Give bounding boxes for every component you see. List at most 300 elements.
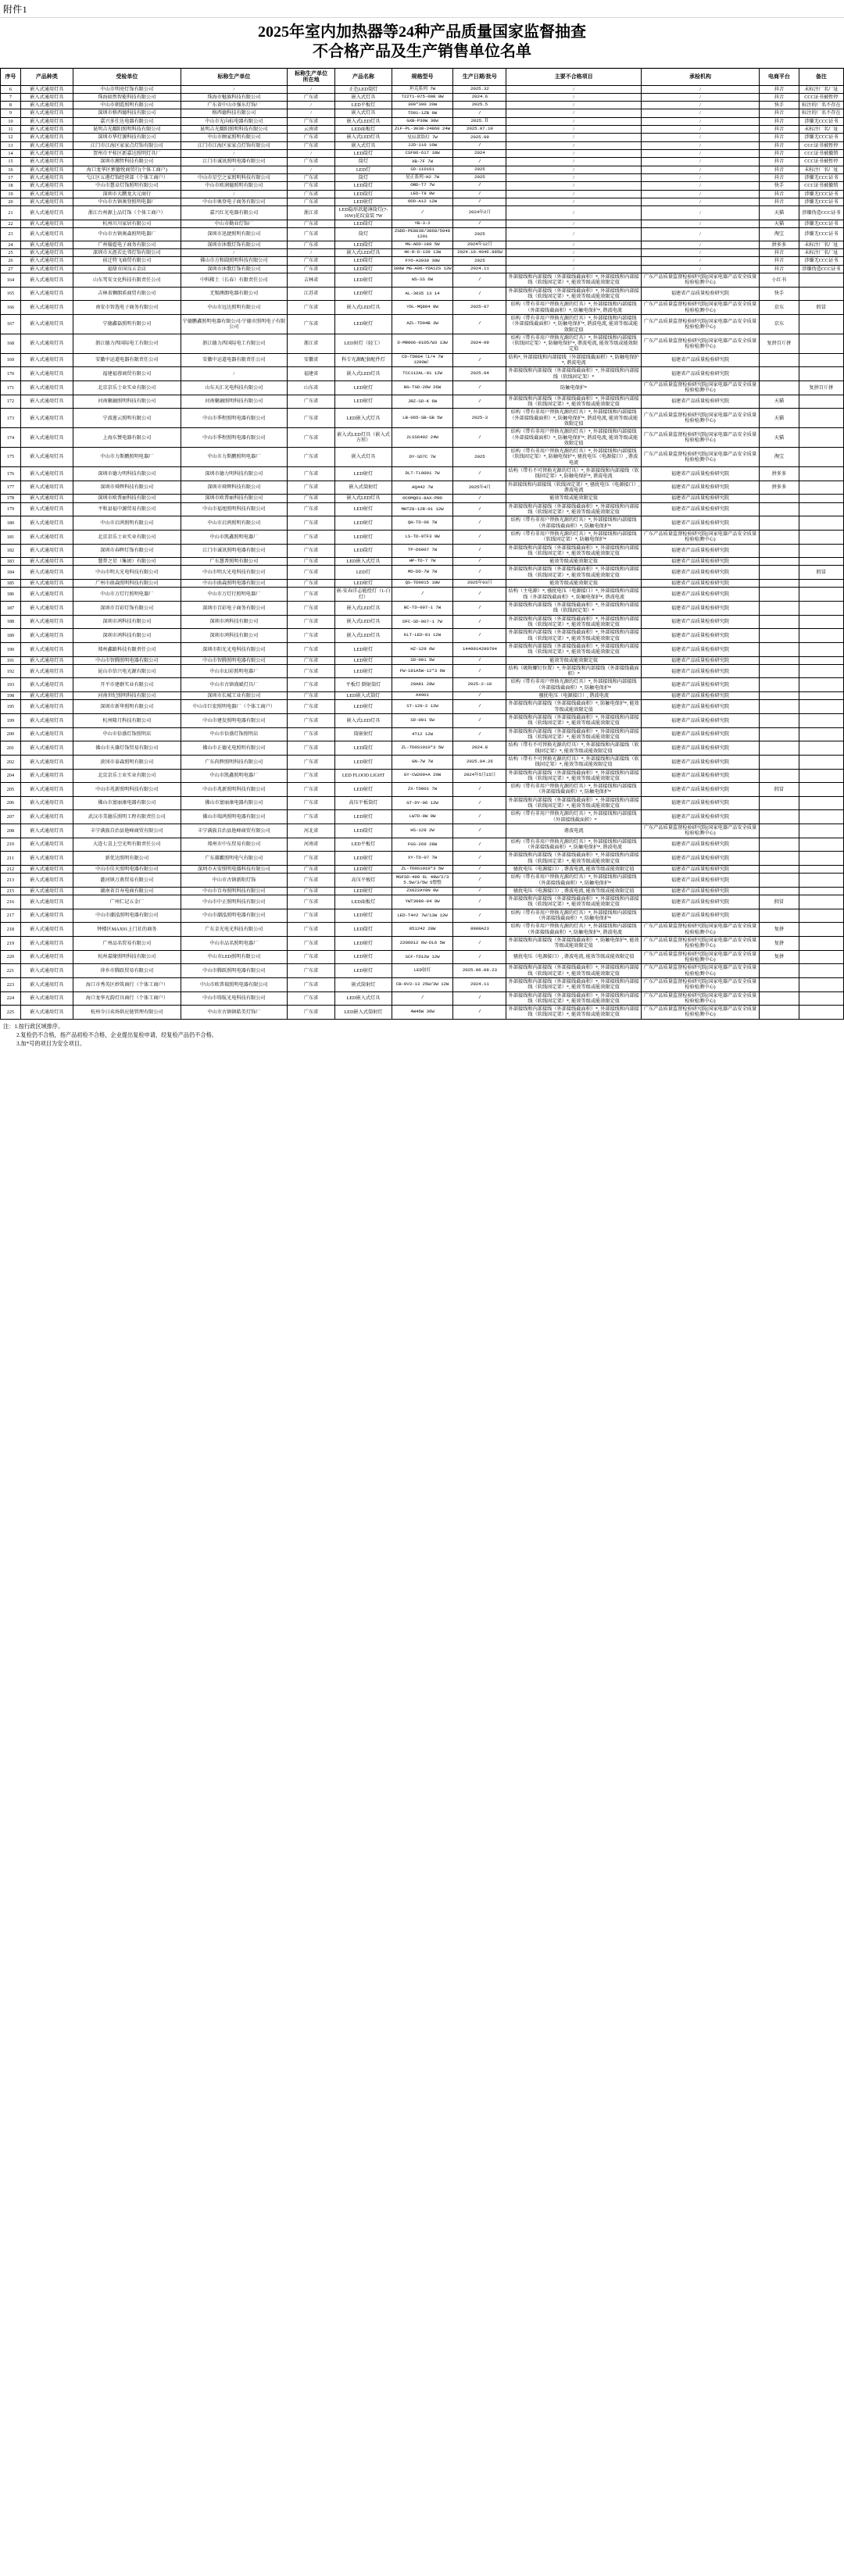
cell-remark: 涉嫌无CCC证书 <box>799 228 843 241</box>
cell-model: YB-3-2 <box>392 220 453 227</box>
cell-region: 广东省 <box>287 769 335 783</box>
cell-remark: CCC证书被撤销 <box>799 182 843 190</box>
cell-inspected: 广州仁记五金厂 <box>73 895 181 909</box>
cell-maker: 丰宁满族自治县艳峰商贸有限公司 <box>181 824 287 838</box>
cell-failitems: 结构（带有非用户替换光源的灯具）*, 外部接线和内部接线（外部接线截面积）*, 防触电保护* <box>506 678 642 692</box>
cell-model: ODD-A12 12W <box>392 198 453 205</box>
cell-kind: 嵌入式通用灯具 <box>20 937 73 951</box>
cell-date: / <box>453 727 506 741</box>
cell-inspected: 中山市古镇奥森照明电器厂 <box>73 228 181 241</box>
cell-inspected: 中山市古镇奥登照明电器厂 <box>73 198 181 205</box>
cell-region: 广东省 <box>287 93 335 101</box>
cell-lab: 福建省产品质量检验研究院 <box>641 629 759 643</box>
table-row <box>1 887 844 895</box>
cell-maker: 深圳市长城工业有限公司 <box>181 692 287 700</box>
cell-kind: 嵌入式通用灯具 <box>20 134 73 141</box>
cell-region: 广东省 <box>287 887 335 895</box>
cell-platform: 抖音 <box>760 85 799 93</box>
table-row <box>1 516 844 531</box>
cell-product: LED射灯 <box>335 783 392 797</box>
cell-failitems: 外部接线和内部接线（外部接线截面积）*, 防触电保护*, 能效等级或能效限定值 <box>506 937 642 951</box>
cell-maker: 中山市百寿照明科技有限公司 <box>181 887 287 895</box>
cell-platform <box>760 874 799 888</box>
cell-maker: 中山市欧润德照明有限公司 <box>181 182 287 190</box>
cell-seq: 207 <box>1 810 21 824</box>
cell-maker: 中山市腾跃照明电器有限公司 <box>181 964 287 978</box>
cell-seq: 179 <box>1 502 21 516</box>
cell-region: 广东省 <box>287 755 335 769</box>
cell-remark: 未标注厂名厂址 <box>799 166 843 173</box>
cell-region: 广东省 <box>287 874 335 888</box>
cell-model: LW7D-9W 9W <box>392 810 453 824</box>
cell-platform: 复拼百斤拼 <box>760 334 799 353</box>
cell-maker: 广东尚辉照明科技有限公司 <box>181 755 287 769</box>
cell-platform <box>760 796 799 810</box>
cell-product: 嵌入式灯具 <box>335 93 392 101</box>
cell-lab: 广东产品质量监督检验研究院(国家电器产品安全质量检验检测中心) <box>641 301 759 315</box>
col-header-kind: 产品种类 <box>20 69 73 86</box>
table-row <box>1 580 844 588</box>
cell-date: / <box>453 887 506 895</box>
cell-product: LED平板灯 <box>335 102 392 109</box>
cell-date: / <box>453 182 506 190</box>
cell-model: 2LSS6402 24W <box>392 428 453 448</box>
cell-platform <box>760 909 799 923</box>
table-row <box>1 838 844 852</box>
cell-kind: 嵌入式通用灯具 <box>20 530 73 544</box>
cell-region: 广东省 <box>287 173 335 181</box>
cell-model: / <box>392 588 453 602</box>
cell-region: 广东省 <box>287 727 335 741</box>
cell-lab: / <box>641 173 759 181</box>
cell-kind: 嵌入式通用灯具 <box>20 334 73 353</box>
cell-remark <box>799 977 843 991</box>
cell-model: CD-TD004（1/4 7W 1200W） <box>392 353 453 367</box>
cell-model: FYO-A3030 30W <box>392 257 453 265</box>
cell-platform: 假冒 <box>760 783 799 797</box>
cell-kind: 嵌入式通用灯具 <box>20 117 73 125</box>
cell-kind: 嵌入式通用灯具 <box>20 150 73 158</box>
cell-region: 广东省 <box>287 580 335 588</box>
cell-remark <box>799 481 843 495</box>
cell-remark: 涉嫌无CCC证书 <box>799 134 843 141</box>
cell-seq: 11 <box>1 126 21 134</box>
cell-maker: 中山市巨宏照明电器厂（个体工商户） <box>181 700 287 714</box>
cell-inspected: 北京京乐士业实业有限公司 <box>73 381 181 395</box>
table-row <box>1 182 844 190</box>
cell-date: 2025.06.08.23 <box>453 964 506 978</box>
cell-region: 广东省 <box>287 117 335 125</box>
cell-lab: 福建省产品质量检验研究院 <box>641 741 759 756</box>
cell-failitems: 结构（带有非用户替换光源的灯具）*, 外部接线和内部接线（外部接线截面积）*, 防触电保护* <box>506 783 642 797</box>
cell-region: 广东省 <box>287 1006 335 1020</box>
cell-remark: 标注的厂名不存在 <box>799 102 843 109</box>
cell-model: AL-3035 13 14 <box>392 287 453 301</box>
cell-failitems: 外部接线和内部接线（外部接线截面积）*, 外部接线和内部接线（软线固定架）*, 能效等级或能效限定值 <box>506 395 642 409</box>
cell-remark: 复拼百斤拼 <box>799 381 843 395</box>
cell-seq: 218 <box>1 923 21 937</box>
cell-maker: 中山市建发照明电器有限公司 <box>181 714 287 728</box>
cell-lab: 福建省产品质量检验研究院 <box>641 692 759 700</box>
cell-lab: / <box>641 228 759 241</box>
footnote-line: 2.复检仍不合格，指产品初检不合格，企业提出复检申请，经复检产品仍不合格。 <box>16 1031 217 1038</box>
cell-remark: 涉嫌无CCC证书 <box>799 117 843 125</box>
cell-inspected: 中山市智腾照明电器有限公司 <box>73 656 181 664</box>
table-row <box>1 741 844 756</box>
cell-product: 高压平板灯 <box>335 874 392 888</box>
cell-product: LED筒灯 <box>335 824 392 838</box>
cell-failitems: 结构（带有非用户替换光源的灯具）*, 外部接线和内部接线（外部接线截面积）*, 防触电保护*, 谐波电流 <box>506 301 642 315</box>
cell-model: TP-D6007 7W <box>392 544 453 558</box>
table-row <box>1 257 844 265</box>
cell-seq: 26 <box>1 257 21 265</box>
cell-inspected: 杭州嘉缘照明科技有限公司 <box>73 950 181 964</box>
cell-remark <box>799 838 843 852</box>
cell-product: LED筒灯 <box>335 241 392 248</box>
cell-region: 广东省 <box>287 664 335 678</box>
cell-seq: 191 <box>1 656 21 664</box>
cell-failitems: / <box>506 182 642 190</box>
cell-platform: 抖音 <box>760 257 799 265</box>
cell-product: 筒嵌射灯 <box>335 727 392 741</box>
cell-region: 河南省 <box>287 838 335 852</box>
cell-platform: 抖音 <box>760 249 799 257</box>
cell-product: 平板灯 倒射筒灯 <box>335 678 392 692</box>
cell-platform: 京东 <box>760 314 799 334</box>
cell-kind: 嵌入式通用灯具 <box>20 755 73 769</box>
cell-region: 广东省 <box>287 865 335 873</box>
cell-kind: 嵌入式通用灯具 <box>20 126 73 134</box>
cell-lab: 广东产品质量监督检验研究院(国家电器产品安全质量检验检测中心) <box>641 1006 759 1020</box>
cell-model: / <box>392 206 453 220</box>
cell-inspected: 湖南省百寿电商有限公司 <box>73 887 181 895</box>
cell-failitems: 结构（带有非用户替换光源的灯具）*, 外部接线和内部接线（外部接线截面积）*, 防触电保护*, 谐波电流, 能效等级或能效限定值 <box>506 409 642 428</box>
cell-lab: / <box>641 198 759 205</box>
cell-remark <box>799 516 843 531</box>
cell-remark <box>799 558 843 566</box>
cell-failitems: 外部接线和内部接线（外部接线截面积）*, 外部接线和内部接线（软线固定架）*, 能效等级或能效限定值 <box>506 544 642 558</box>
cell-remark <box>799 530 843 544</box>
cell-seq: 175 <box>1 448 21 467</box>
cell-kind: 嵌入式通用灯具 <box>20 220 73 227</box>
cell-failitems: 结构（带有非用户替换光源的灯具）*, 外部接线和内部接线（外部接线截面积）*, 防触电保护*, 谐波电流, 能效等级或能效限定值 <box>506 314 642 334</box>
cell-inspected: 钟楼区MAX91上门社的商务 <box>73 923 181 937</box>
cell-product: 正色LED筒灯 <box>335 85 392 93</box>
cell-failitems: 能效等级或能效限定值 <box>506 495 642 502</box>
cell-platform <box>760 755 799 769</box>
cell-platform <box>760 656 799 664</box>
cell-inspected: 慧普之星（集团）有限公司 <box>73 558 181 566</box>
cell-failitems: / <box>506 117 642 125</box>
cell-date: / <box>453 158 506 166</box>
table-row <box>1 448 844 467</box>
cell-product: LED射灯 <box>335 273 392 288</box>
cell-platform <box>760 558 799 566</box>
cell-failitems: / <box>506 190 642 198</box>
cell-model: GT-DY-06 12W <box>392 796 453 810</box>
cell-kind: 嵌入式通用灯具 <box>20 381 73 395</box>
cell-remark: 涉嫌无CCC证书 <box>799 198 843 205</box>
cell-inspected: 广州翰霆电子商务有限公司 <box>73 241 181 248</box>
cell-product: LED射灯 <box>335 755 392 769</box>
cell-region: 广东省 <box>287 678 335 692</box>
cell-platform: 淘宝 <box>760 228 799 241</box>
cell-kind: 嵌入式通用灯具 <box>20 727 73 741</box>
cell-remark <box>799 273 843 288</box>
cell-region: 广东省 <box>287 602 335 616</box>
cell-maker: 广东金光电光科技有限公司 <box>181 923 287 937</box>
cell-maker: 深圳市天安照明电器科技有限公司 <box>181 865 287 873</box>
cell-maker: 中山市品名照明电器厂 <box>181 937 287 951</box>
cell-kind: 嵌入式通用灯具 <box>20 700 73 714</box>
cell-remark: 涉嫌无CCC证书 <box>799 220 843 227</box>
cell-remark <box>799 428 843 448</box>
cell-inspected: 开平市建群实业有限公司 <box>73 678 181 692</box>
cell-seq: 192 <box>1 664 21 678</box>
col-header-lab: 承检机构 <box>641 69 759 86</box>
cell-kind: 嵌入式通用灯具 <box>20 895 73 909</box>
cell-seq: 224 <box>1 991 21 1006</box>
cell-inspected: 深圳市春晖灯饰有限公司 <box>73 544 181 558</box>
col-header-maker: 标称生产单位 <box>181 69 287 86</box>
cell-lab: 广东产品质量监督检验研究院(国家电器产品安全质量检验检测中心) <box>641 428 759 448</box>
cell-seq: 13 <box>1 141 21 149</box>
cell-date: 2024 <box>453 150 506 158</box>
cell-product: LED射灯 <box>335 502 392 516</box>
cell-lab: 福建省产品质量检验研究院 <box>641 783 759 797</box>
cell-inspected: 弋江区五港灯饰经营部（个体工商户） <box>73 173 181 181</box>
cell-lab: / <box>641 206 759 220</box>
cell-date: 2024年5月15日 <box>453 769 506 783</box>
cell-lab: / <box>641 141 759 149</box>
cell-kind: 嵌入式通用灯具 <box>20 516 73 531</box>
cell-inspected: 海口龙华光韵灯具商行（个体工商户） <box>73 991 181 1006</box>
cell-date: / <box>453 615 506 629</box>
cell-seq: 9 <box>1 109 21 117</box>
cell-remark <box>799 810 843 824</box>
cell-lab: 福建省产品质量检验研究院 <box>641 656 759 664</box>
cell-product: LED射灯（轻工） <box>335 334 392 353</box>
cell-maker: / <box>181 367 287 381</box>
cell-product: 嵌-安春洋志能控灯（1-白灯） <box>336 588 391 600</box>
cell-date: / <box>453 467 506 481</box>
cell-seq: 178 <box>1 495 21 502</box>
cell-platform: 抖音 <box>760 150 799 158</box>
cell-remark: 未标注厂名厂址 <box>799 126 843 134</box>
cell-date: / <box>453 692 506 700</box>
cell-kind: 嵌入式通用灯具 <box>20 964 73 978</box>
cell-region: 广东省 <box>287 448 335 467</box>
cell-lab: 福建省产品质量检验研究院 <box>641 874 759 888</box>
cell-region: 广东省 <box>287 495 335 502</box>
cell-platform: 快手 <box>760 287 799 301</box>
cell-failitems: 骚扰电压（电源接口）, 谐波电流, 能效等级或能效限定值 <box>506 887 642 895</box>
cell-region: 广东省 <box>287 190 335 198</box>
cell-remark <box>799 923 843 937</box>
cell-inspected: 杭州川川家居有限公司 <box>73 220 181 227</box>
cell-product: LED嵌入式筒射灯 <box>335 1006 392 1020</box>
cell-remark <box>799 656 843 664</box>
cell-region: 云南省 <box>287 126 335 134</box>
cell-model: BC-TD-007-1 7W <box>392 602 453 616</box>
cell-maker: 深圳市欧普丽科技有限公司 <box>181 495 287 502</box>
cell-model: LED射灯 <box>392 964 453 978</box>
cell-failitems: 外部接线和内部接线（外部接线截面积）*, 外部接线和内部接线（软线固定架）*, 能效等级或能效限定值 <box>506 502 642 516</box>
cell-maker: 广东雄霸照明电气有限公司 <box>181 852 287 866</box>
cell-seq: 24 <box>1 241 21 248</box>
cell-product: LED射灯 <box>335 381 392 395</box>
cell-product: LED射灯 <box>335 395 392 409</box>
cell-model: ORD-T7 7W <box>392 182 453 190</box>
col-header-model: 规格型号 <box>392 69 453 86</box>
cell-platform <box>760 852 799 866</box>
cell-model: DY-SD7C 7W <box>392 448 453 467</box>
cell-region: / <box>287 150 335 158</box>
cell-seq: 186 <box>1 588 21 602</box>
cell-seq: 181 <box>1 530 21 544</box>
cell-platform: 抖音 <box>760 265 799 273</box>
cell-model: SD-110161 <box>392 166 453 173</box>
cell-model: FGS-269 28W <box>392 838 453 852</box>
cell-kind: 嵌入式通用灯具 <box>20 909 73 923</box>
cell-remark <box>799 895 843 909</box>
cell-maker: 中山市幻彩照明电器厂 <box>181 664 287 678</box>
table-row <box>1 381 844 395</box>
table-body <box>1 85 844 1019</box>
cell-maker: 中山市LED照明有限公司 <box>181 950 287 964</box>
table-row <box>1 428 844 448</box>
cell-seq: 188 <box>1 615 21 629</box>
cell-kind: 嵌入式通用灯具 <box>20 783 73 797</box>
cell-region: 广东省 <box>287 629 335 643</box>
cell-remark: 假冒 <box>799 566 843 580</box>
cell-platform: 抖音 <box>760 190 799 198</box>
table-row <box>1 206 844 220</box>
cell-seq: 173 <box>1 409 21 428</box>
cell-remark: 假冒 <box>799 301 843 315</box>
cell-date: / <box>453 991 506 1006</box>
cell-remark <box>799 602 843 616</box>
cell-inspected: 萍乡市腾跃贸易有限公司 <box>73 964 181 978</box>
cell-region: 广东省 <box>287 265 335 273</box>
cell-model: 20A81 28W <box>392 678 453 692</box>
cell-region: 广东省 <box>287 241 335 248</box>
cell-date: 2025-07 <box>453 301 506 315</box>
cell-kind: 嵌入式通用灯具 <box>20 273 73 288</box>
cell-failitems: 骚扰电压（电源接口）, 谐波电流 <box>506 692 642 700</box>
cell-region: 浙江省 <box>287 206 335 220</box>
cell-seq: 7 <box>1 93 21 101</box>
cell-maker: 深圳市沐歌灯饰有限公司 <box>181 265 287 273</box>
cell-model: QH-TD-06 7W <box>392 516 453 531</box>
cell-maker: 江门市江海区家家点灯饰有限公司 <box>181 141 287 149</box>
cell-inspected: 中山市明亮灯饰有限公司 <box>73 85 181 93</box>
cell-date: / <box>453 865 506 873</box>
cell-maker: 嘉兴红光电器有限公司 <box>181 206 287 220</box>
table-row <box>1 301 844 315</box>
cell-inspected: 宿迁特飞商贸有限公司 <box>73 257 181 265</box>
cell-remark <box>799 448 843 467</box>
cell-kind: 嵌入式通用灯具 <box>20 615 73 629</box>
cell-inspected: 深圳市德力明科技有限公司 <box>73 467 181 481</box>
cell-kind: 嵌入式通用灯具 <box>20 692 73 700</box>
cell-failitems: / <box>506 93 642 101</box>
cell-model: D-MR006-0105/W3 13W <box>392 334 453 353</box>
cell-model: TCC112AL-01 12W <box>392 367 453 381</box>
cell-date: / <box>453 287 506 301</box>
cell-lab: 广东产品质量监督检验研究院(国家电器产品安全质量检验检测中心) <box>641 381 759 395</box>
cell-platform <box>760 566 799 580</box>
cell-kind: 嵌入式通用灯具 <box>20 158 73 166</box>
cell-date: / <box>453 381 506 395</box>
cell-region: 广东省 <box>287 991 335 1006</box>
cell-product: 嵌入式LED灯具 <box>335 117 392 125</box>
cell-date: 2025 <box>453 173 506 181</box>
cell-seq: 164 <box>1 273 21 288</box>
table-row <box>1 228 844 241</box>
cell-region: 广东省 <box>287 409 335 428</box>
cell-failitems: / <box>506 228 642 241</box>
cell-date: / <box>453 852 506 866</box>
cell-lab: / <box>641 109 759 117</box>
cell-date: 2025 <box>453 448 506 467</box>
cell-platform: 抖音 <box>760 126 799 134</box>
cell-seq: 172 <box>1 395 21 409</box>
table-row <box>1 950 844 964</box>
cell-lab: / <box>641 241 759 248</box>
cell-region: 广东省 <box>287 141 335 149</box>
cell-lab: 福建省产品质量检验研究院 <box>641 664 759 678</box>
cell-inspected: 宁德鑫磊照明有限公司 <box>73 314 181 334</box>
cell-kind: 嵌入式通用灯具 <box>20 580 73 588</box>
cell-maker: 深圳市沐歌灯饰有限公司 <box>181 241 287 248</box>
cell-model: ZLF-PL-3030-24860 24W <box>392 126 453 134</box>
cell-platform <box>760 838 799 852</box>
cell-lab: / <box>641 117 759 125</box>
cell-maker: / <box>181 166 287 173</box>
cell-date: 8908A23 <box>453 923 506 937</box>
cell-remark <box>799 796 843 810</box>
spreadsheet-sheet <box>0 0 844 1056</box>
cell-platform <box>760 1006 799 1020</box>
cell-date: 2025.04 <box>453 367 506 381</box>
cell-maker: 佛山市瑞鸿照明电器有限公司 <box>181 810 287 824</box>
table-row <box>1 467 844 481</box>
cell-model: GN-7W 7W <box>392 755 453 769</box>
cell-model: MG-ADD-180 5W <box>392 241 453 248</box>
cell-maker: 中山市欧普瑞照明电器有限公司 <box>181 977 287 991</box>
cell-region: 广东省 <box>287 198 335 205</box>
cell-remark: 涉嫌伪造CCC证书 <box>799 206 843 220</box>
cell-lab: 福建省产品质量检验研究院 <box>641 700 759 714</box>
cell-region: 广东省 <box>287 467 335 481</box>
cell-inspected: 中山市潮泓照明电器有限公司 <box>73 909 181 923</box>
cell-seq: 17 <box>1 173 21 181</box>
cell-platform: 天猫 <box>760 428 799 448</box>
cell-maker: 中山市明大光电科技有限公司 <box>181 566 287 580</box>
cell-remark <box>799 588 843 602</box>
cell-lab: 福建省产品质量检验研究院 <box>641 544 759 558</box>
cell-failitems: / <box>506 173 642 181</box>
table-row <box>1 558 844 566</box>
cell-platform <box>760 824 799 838</box>
cell-lab: 福建省产品质量检验研究院 <box>641 287 759 301</box>
cell-region: 广东省 <box>287 588 335 602</box>
cell-kind: 嵌入式通用灯具 <box>20 588 73 602</box>
cell-failitems: / <box>506 141 642 149</box>
cell-maker: 中山市勤业灯饰厂 <box>181 220 287 227</box>
cell-product: 嵌入式LED灯具 <box>335 615 392 629</box>
